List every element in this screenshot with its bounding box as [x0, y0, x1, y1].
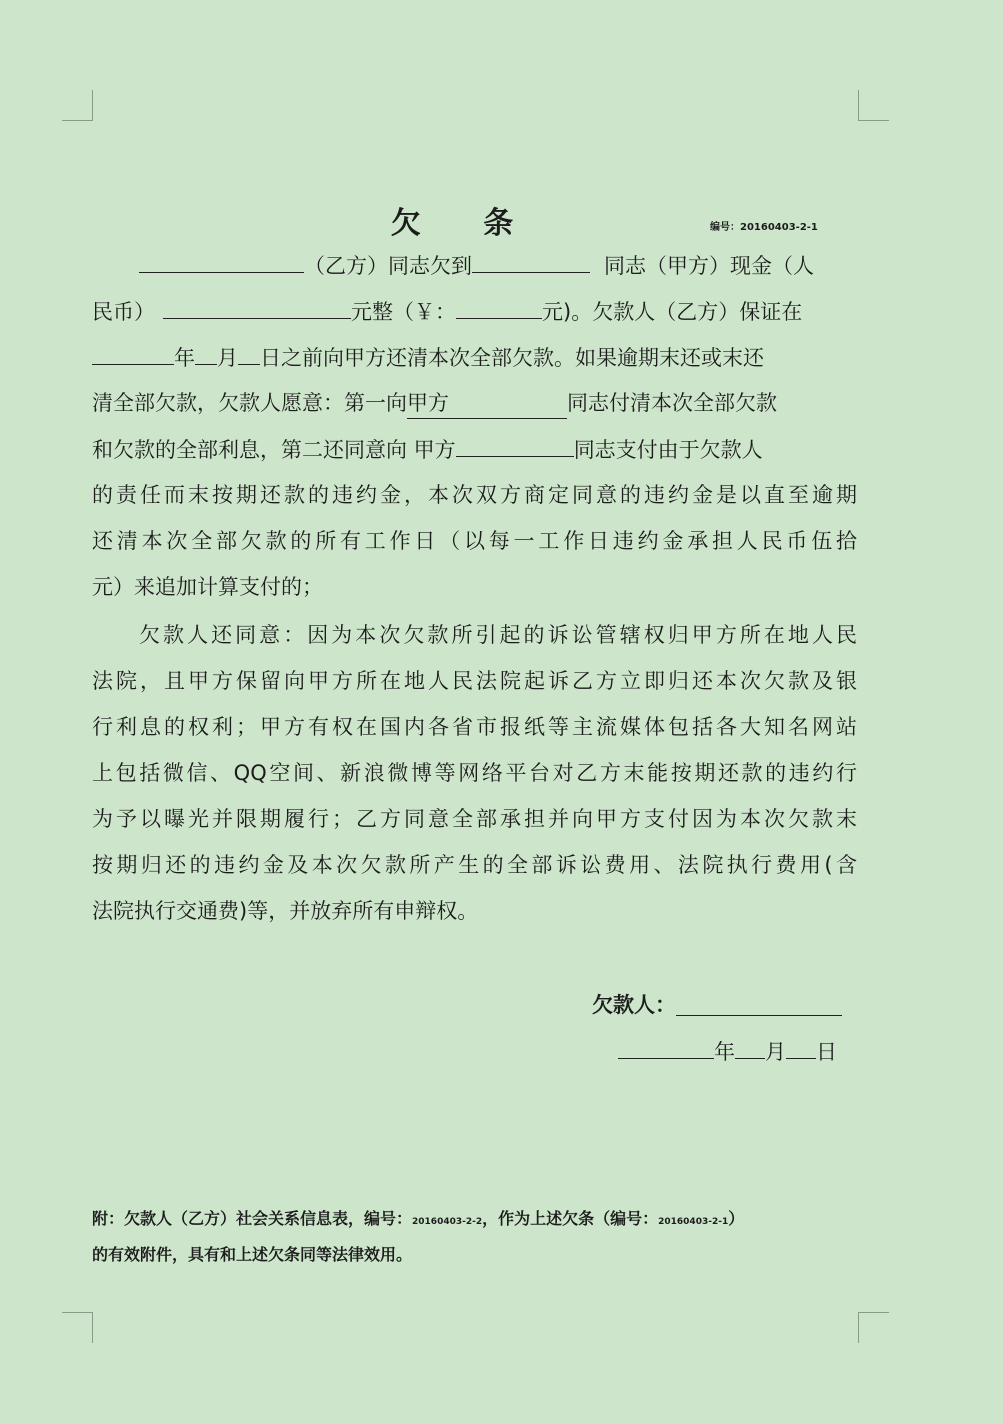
amount-number-blank[interactable] — [456, 296, 542, 319]
serial-label: 编号： — [710, 222, 740, 233]
sign-month-label: 月 — [765, 1040, 786, 1064]
crop-mark-bottom-right — [858, 1312, 889, 1343]
appendix-number-1: 20160403-2-2 — [412, 1217, 483, 1227]
due-month-blank[interactable] — [195, 342, 217, 365]
due-day-blank[interactable] — [238, 342, 260, 365]
p1-l5-b: 同志支付由于欠款人 — [573, 438, 763, 462]
document-title: 欠 条 — [390, 206, 540, 241]
p1-l1-b: 同志（甲方）现金（人 — [604, 254, 814, 278]
sign-month-blank[interactable] — [735, 1036, 765, 1059]
appendix-line-1 — [92, 1206, 862, 1235]
p1-l4-b: 同志付清本次全部欠款 — [567, 391, 777, 415]
p1-line-5 — [92, 434, 857, 465]
sign-year-blank[interactable] — [618, 1036, 714, 1059]
debtor-signature-blank[interactable] — [676, 993, 842, 1016]
p1-l3-year: 年 — [174, 346, 195, 370]
appendix-l1-c: ） — [728, 1209, 745, 1228]
p2-line-3: 行利息的权利；甲方有权在国内各省市报纸等主流媒体包括各大知名网站 — [92, 715, 857, 739]
p1-line-7: 还清本次全部欠款的所有工作日（以每一工作日违约金承担人民币伍拾 — [92, 529, 857, 553]
p2-line-5: 为予以曝光并限期履行；乙方同意全部承担并向甲方支付因为本次欠款末 — [92, 807, 857, 831]
sign-year-label: 年 — [714, 1040, 735, 1064]
p2-line-6: 按期归还的违约金及本次欠款所产生的全部诉讼费用、法院执行费用(含 — [92, 853, 857, 877]
p2-line-2: 法院，且甲方保留向甲方所在地人民法院起诉乙方立即归还本次欠款及银 — [92, 669, 857, 693]
crop-mark-top-left — [62, 90, 93, 121]
sign-day-blank[interactable] — [786, 1036, 816, 1059]
serial-number — [710, 218, 818, 233]
p1-l3-month: 月 — [217, 346, 238, 370]
amount-words-blank[interactable] — [163, 296, 351, 319]
crop-mark-bottom-left — [62, 1312, 93, 1343]
p1-l2-c: 元)。欠款人（乙方）保证在 — [542, 300, 803, 324]
due-year-blank[interactable] — [92, 342, 174, 365]
appendix-l1-b: ，作为上述欠条（编号： — [482, 1209, 659, 1228]
p1-l1-a: （乙方）同志欠到 — [304, 254, 472, 278]
p1-l3-rest: 日之前向甲方还清本次全部欠款。如果逾期末还或末还 — [260, 346, 764, 370]
debtor-name-blank[interactable] — [139, 250, 304, 273]
p1-l4-a: 清全部欠款，欠款人愿意：第一向 — [92, 391, 407, 415]
p1-line-8: 元）来追加计算支付的； — [92, 575, 323, 599]
p1-line-2 — [92, 296, 857, 327]
signature-date-line — [618, 1036, 837, 1067]
p1-l2-a: 民币） — [92, 300, 155, 324]
p1-l2-b: 元整（￥： — [351, 300, 456, 324]
signature-line — [592, 990, 842, 1020]
p1-line-3 — [92, 342, 857, 373]
sign-day-label: 日 — [816, 1040, 837, 1064]
p2-line-7: 法院执行交通费)等，并放弃所有申辩权。 — [92, 899, 479, 923]
p2-line-4: 上包括微信、QQ空间、新浪微博等网络平台对乙方末能按期还款的违约行 — [92, 761, 857, 785]
p2-line-1: 欠款人还同意：因为本次欠款所引起的诉讼管辖权归甲方所在地人民 — [139, 623, 857, 647]
p1-line-1 — [92, 250, 857, 281]
party-a-blank-1[interactable] — [407, 388, 567, 419]
party-a-blank-2[interactable] — [456, 434, 574, 457]
p1-l5-a: 和欠款的全部利息，第二还同意向 甲方 — [92, 438, 456, 462]
debtor-label: 欠款人： — [592, 993, 676, 1017]
appendix-l1-a: 附：欠款人（乙方）社会关系信息表，编号： — [92, 1209, 413, 1228]
serial-value: 20160403-2-1 — [740, 222, 818, 233]
party-a-text: 甲方 — [407, 391, 449, 415]
crop-mark-top-right — [858, 90, 889, 121]
appendix-line-2: 的有效附件，具有和上述欠条同等法律效用。 — [92, 1245, 413, 1264]
appendix-number-2: 20160403-2-1 — [658, 1217, 729, 1227]
creditor-name-blank[interactable] — [472, 250, 590, 273]
p1-line-4 — [92, 388, 857, 419]
p1-line-6: 的责任而末按期还款的违约金，本次双方商定同意的违约金是以直至逾期 — [92, 483, 857, 507]
